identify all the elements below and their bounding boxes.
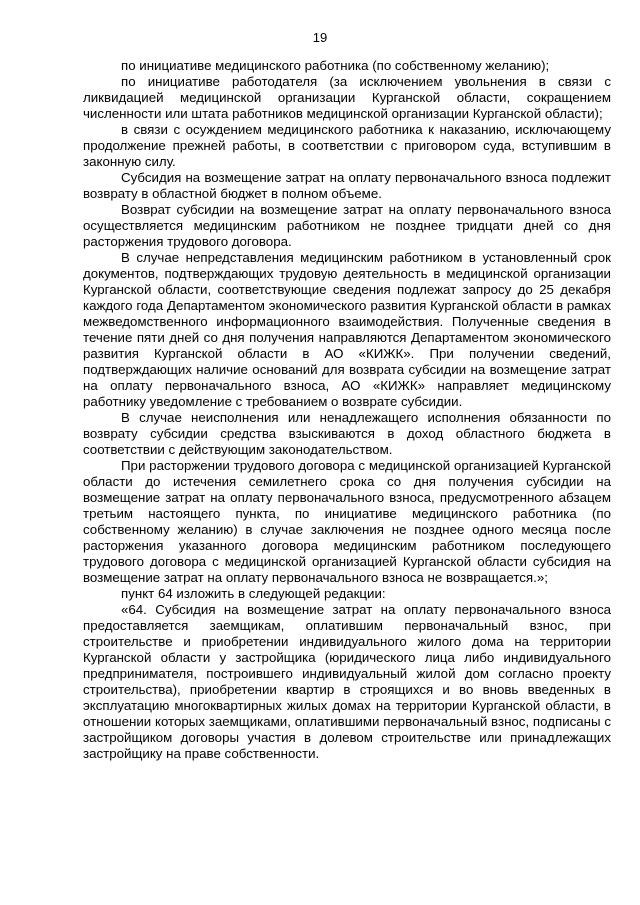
paragraph-subsidy-refund-full: Субсидия на возмещение затрат на оплату первоначального взноса подлежит возврату в областной бюджет в полном объеме. xyxy=(83,170,611,201)
paragraph-recovery: В случае неисполнения или ненадлежащего исполнения обязанности по возврату субсидии средства взыскиваются в доход областного бюджета в соответствии с действующим законодательством. xyxy=(83,410,611,457)
paragraph-termination-employee-initiative: по инициативе медицинского работника (по собственному желанию); xyxy=(121,58,550,73)
paragraph-item-64: «64. Субсидия на возмещение затрат на оплату первоначального взноса предоставляется заемщикам, оплатившим первоначальный взнос, при строительстве и приобретении индивидуального жилого дома на территории Курганской области у застройщика (юридического лица либо индивидуального предпринимателя, построившего индивидуальный жилой дом согласно проекту строительства), приобретении квартир в строящихся и во вновь введенных в эксплуатацию многоквартирных жилых домах на территории Курганской области, в отношении которых заемщиками, оплатившими первоначальный взнос, подписаны с застройщиком договоры участия в долевом строительстве или принадлежащих застройщику на праве собственности. xyxy=(83,602,611,761)
paragraph-information-request: В случае непредставления медицинским работником в установленный срок документов, подтверждающих трудовую деятельность в медицинской организации Курганской области, соответствующие сведения подлежат запросу до 25 декабря каждого года Департаментом экономического развития Курганской области в рамках межведомственного информационного взаимодействия. Полученные сведения в течение пяти дней со дня получения направляются Департаментом экономического развития Курганской области в АО «КИЖК». При получении сведений, подтверждающих наличие оснований для возврата субсидии на возмещение затрат на оплату первоначального взноса, АО «КИЖК» направляет медицинскому работнику уведомление с требованием о возврате субсидии. xyxy=(83,250,611,409)
paragraph-refund-deadline: Возврат субсидии на возмещение затрат на оплату первоначального взноса осуществляется медицинским работником не позднее тридцати дней со дня расторжения трудового договора. xyxy=(83,202,611,249)
document-body xyxy=(83,58,611,762)
paragraph-amendment-intro: пункт 64 изложить в следующей редакции: xyxy=(121,586,386,601)
page-number: 19 xyxy=(312,30,328,45)
paragraph-termination-employer-initiative: по инициативе работодателя (за исключением увольнения в связи с ликвидацией медицинской организации Курганской области, сокращением численности или штата работников медицинской организации Курганской области); xyxy=(83,74,611,121)
paragraph-termination-conviction: в связи с осуждением медицинского работника к наказанию, исключающему продолжение прежней работы, в соответствии с приговором суда, вступившим в законную силу. xyxy=(83,122,611,169)
paragraph-no-refund-exception: При расторжении трудового договора с медицинской организацией Курганской области до истечения семилетнего срока со дня получения субсидии на возмещение затрат на оплату первоначального взноса, предусмотренного абзацем третьим настоящего пункта, по инициативе медицинского работника (по собственному желанию) в случае заключения не позднее одного месяца после расторжения указанного договора медицинским работником последующего трудового договора с медицинской организацией Курганской области субсидия на возмещение затрат на оплату первоначального взноса не возвращается.»; xyxy=(83,458,611,585)
